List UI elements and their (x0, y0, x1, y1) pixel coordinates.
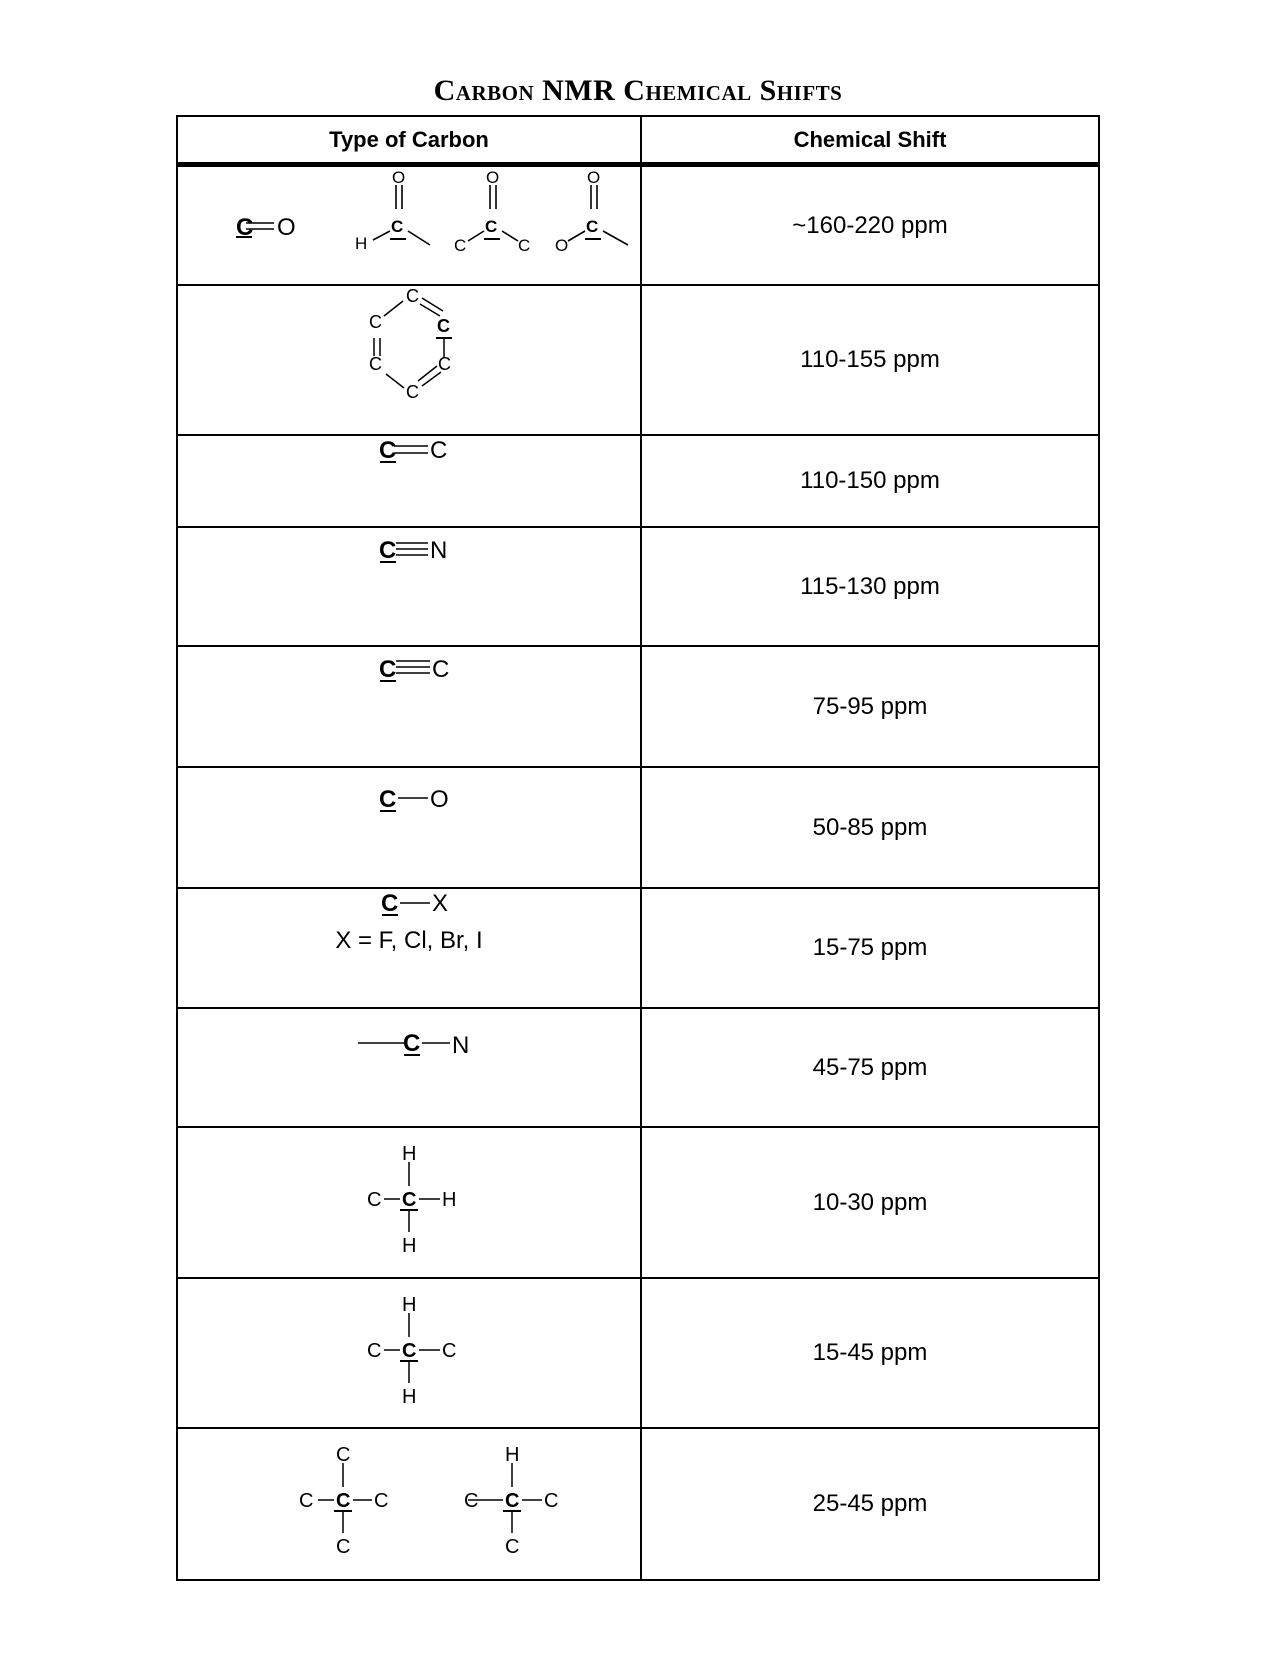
atom-o: O (486, 168, 500, 187)
shift-alkyne: 75-95 ppm (812, 692, 928, 720)
carbonyl-structures-drawing (178, 167, 640, 284)
atom-c: C (430, 437, 448, 464)
atom-o: O (392, 168, 406, 187)
atom-c: C (402, 1189, 417, 1211)
atom-c: C (485, 217, 498, 236)
atom-h: H (402, 1235, 417, 1257)
alkene-drawing (178, 436, 640, 526)
nitrile-drawing (178, 528, 640, 645)
structure-nitrile (178, 528, 640, 645)
atom-c: C (374, 1490, 389, 1512)
structure-methylene (178, 1279, 640, 1427)
atom-o: O (555, 236, 569, 255)
c-n-drawing (178, 1009, 640, 1126)
atom-c: C (586, 217, 599, 236)
nmr-shift-table (176, 115, 1100, 1581)
atom-c: C (438, 354, 451, 374)
header-type-of-carbon: Type of Carbon (329, 127, 489, 152)
atom-o: O (277, 214, 296, 241)
atom-n: N (452, 1032, 470, 1059)
quaternary-methine-drawing (178, 1429, 640, 1579)
structure-methyl (178, 1128, 640, 1277)
c-o-drawing (178, 768, 640, 887)
atom-h: H (402, 1386, 417, 1408)
atom-c: C (437, 316, 450, 336)
benzene-ring-drawing (178, 286, 640, 434)
page-title: Carbon NMR Chemical Shifts (433, 74, 843, 107)
atom-c: C (336, 1490, 351, 1512)
shift-carbonyl: ~160-220 ppm (792, 211, 948, 239)
atom-c: C (391, 217, 404, 236)
atom-c: C (367, 1189, 382, 1211)
shift-c-halogen: 15-75 ppm (812, 934, 928, 961)
structure-c-n (178, 1009, 640, 1126)
atom-c: C (336, 1536, 351, 1558)
atom-c: C (403, 1030, 421, 1057)
structure-aromatic (178, 286, 640, 434)
atom-o: O (430, 786, 449, 813)
shift-nitrile: 115-130 ppm (800, 572, 940, 600)
structure-c-o (178, 768, 640, 887)
atom-c: C (406, 286, 419, 306)
methylene-drawing (178, 1279, 640, 1427)
atom-c: C (369, 312, 382, 332)
halogen-note: X = F, Cl, Br, I (335, 927, 483, 954)
atom-n: N (430, 537, 448, 564)
structure-quaternary-methine (178, 1429, 640, 1579)
shift-methylene: 15-45 ppm (812, 1339, 928, 1366)
header-chemical-shift: Chemical Shift (793, 127, 947, 152)
atom-c: C (367, 1340, 382, 1362)
atom-c: C (379, 437, 397, 464)
atom-c: C (379, 786, 397, 813)
shift-methine-quaternary: 25-45 ppm (812, 1490, 928, 1517)
atom-c: C (518, 236, 531, 255)
atom-h: H (402, 1143, 417, 1165)
atom-c: C (379, 656, 397, 683)
shift-aromatic: 110-155 ppm (800, 346, 940, 373)
atom-c: C (442, 1340, 457, 1362)
atom-c: C (505, 1536, 520, 1558)
atom-c: C (236, 214, 254, 241)
shift-methyl: 10-30 ppm (812, 1188, 928, 1216)
shift-alkene: 110-150 ppm (800, 467, 940, 494)
atom-c: C (454, 236, 467, 255)
structure-carbonyl (178, 167, 640, 284)
atom-h: H (402, 1294, 417, 1316)
atom-x: X (432, 890, 449, 917)
shift-c-n: 45-75 ppm (812, 1053, 928, 1081)
alkyne-drawing (178, 647, 640, 766)
methyl-drawing (178, 1128, 640, 1277)
structure-c-halogen (178, 889, 640, 1007)
atom-c: C (299, 1490, 314, 1512)
atom-c: C (402, 1340, 417, 1362)
atom-h: H (355, 234, 368, 253)
atom-h: H (442, 1189, 457, 1211)
structure-alkene (178, 436, 640, 526)
atom-c: C (464, 1490, 479, 1512)
structure-alkyne (178, 647, 640, 766)
atom-o: O (587, 168, 601, 187)
shift-c-o: 50-85 ppm (812, 813, 928, 841)
atom-c: C (505, 1490, 520, 1512)
atom-h: H (505, 1444, 520, 1466)
atom-c: C (369, 354, 382, 374)
atom-c: C (336, 1444, 351, 1466)
atom-c: C (406, 382, 419, 402)
atom-c: C (544, 1490, 559, 1512)
atom-c: C (432, 656, 450, 683)
atom-c: C (379, 537, 397, 564)
atom-c: C (381, 890, 399, 917)
